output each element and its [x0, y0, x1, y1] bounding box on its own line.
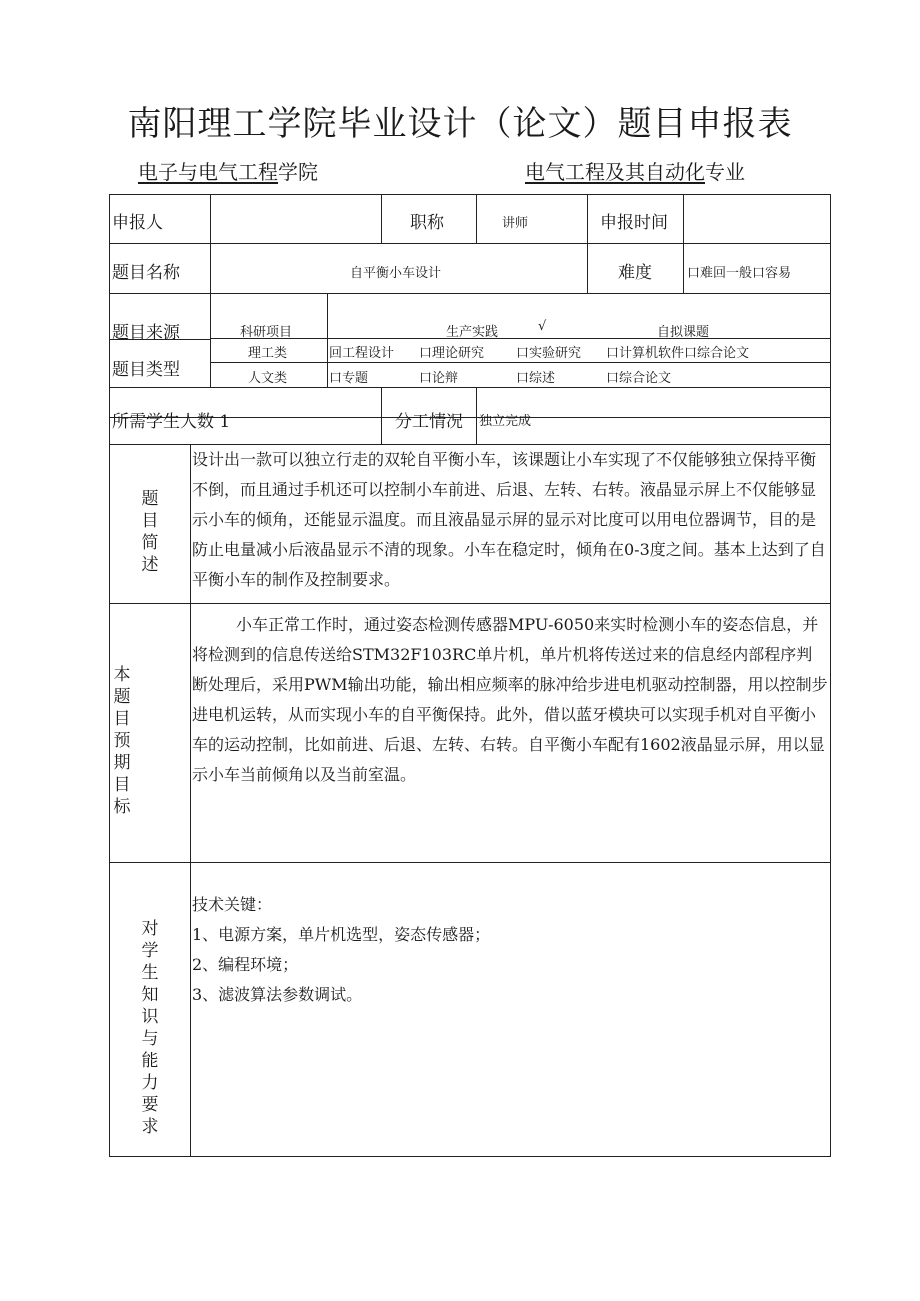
- type-option-experiment: 口实验研究: [516, 346, 582, 361]
- applicant-label: 申报人: [112, 213, 163, 233]
- topic-name-label: 题目名称: [112, 263, 180, 283]
- students-count-cell: [112, 407, 230, 432]
- summary-label: 题目简述: [141, 489, 159, 575]
- type-option-software: 口计算机软件口综合论文: [606, 346, 750, 361]
- requirements-line: 3、滤波算法参数调试。: [192, 985, 363, 1004]
- type-option-engineering: 回工程设计: [329, 346, 395, 361]
- students-label: 所需学生人数: [112, 412, 214, 432]
- title-rank-value: 讲师: [502, 216, 529, 231]
- requirements-line: 2、编程环境；: [192, 955, 299, 974]
- difficulty-label: 难度: [618, 263, 652, 283]
- goal-text: 小车正常工作时，通过姿态检测传感器MPU-6050来实时检测小车的姿态信息，并将检测到的信息传送给STM32F103RC单片机，单片机将传送过来的信息经内部程序判断处理后，采用PWM输出功能，输出相应频率的脉冲给步进电机驱动控制器，用以控制步进电机运转，从而实现小车的自平衡保持。此外，借以蓝牙模块可以实现手机对自平衡小车的运动控制，比如前进、后退、左转、右转。自平衡小车配有1602液晶显示屏，用以显示小车当前倾角以及当前室温。: [192, 615, 828, 784]
- type-option-comprehensive: 口综合论文: [606, 371, 672, 386]
- type-option-review: 口综述: [516, 371, 556, 386]
- source-option-production: 生产实践: [446, 325, 499, 340]
- type-row-science-name: 理工类: [248, 346, 288, 361]
- type-label: 题目类型: [112, 360, 180, 380]
- type-option-theory: 口理论研究: [419, 346, 485, 361]
- major-name: 电气工程及其自动化: [525, 160, 705, 184]
- summary-text: 设计出一款可以独立行走的双轮自平衡小车，该课题让小车实现了不仅能够独立保持平衡不倒，而且通过手机还可以控制小车前进、后退、左转、右转。液晶显示屏上不仅能够显示小车的倾角，还能显示温度。而且液晶显示屏的显示对比度可以用电位器调节，目的是防止电量减小后液晶显示不清的现象。小车在稳定时，倾角在0-3度之间。基本上达到了自平衡小车的制作及控制要求。: [192, 450, 826, 589]
- goal-label: 本题目预期目标: [113, 665, 131, 817]
- difficulty-options: 口难回一般口容易: [687, 266, 792, 281]
- requirements-line: 1、电源方案，单片机选型，姿态传感器；: [192, 925, 491, 944]
- requirements-line: 技术关键：: [192, 895, 273, 914]
- type-option-debate: 口论辩: [419, 371, 459, 386]
- source-option-research: 科研项目: [240, 325, 293, 340]
- college-suffix: 学院: [278, 160, 318, 184]
- division-value: 独立完成: [479, 414, 532, 429]
- major-suffix: 专业: [705, 160, 745, 184]
- topic-name-value: 自平衡小车设计: [350, 266, 442, 281]
- type-option-topic: 口专题: [329, 371, 369, 386]
- students-value: 1: [219, 412, 231, 432]
- type-row-humanities-name: 人文类: [248, 371, 288, 386]
- college-name: 电子与电气工程: [138, 160, 278, 184]
- division-label: 分工情况: [395, 412, 463, 432]
- requirements-label: 对学生知识与能力要求: [141, 919, 159, 1137]
- page-title: 南阳理工学院毕业设计（论文）题目申报表: [127, 104, 793, 144]
- requirements-text: [192, 890, 828, 1010]
- source-check-mark: √: [538, 319, 547, 334]
- source-label: 题目来源: [112, 323, 180, 343]
- apply-time-label: 申报时间: [600, 213, 668, 233]
- title-rank-label: 职称: [410, 213, 444, 233]
- source-option-self: 自拟课题: [657, 325, 710, 340]
